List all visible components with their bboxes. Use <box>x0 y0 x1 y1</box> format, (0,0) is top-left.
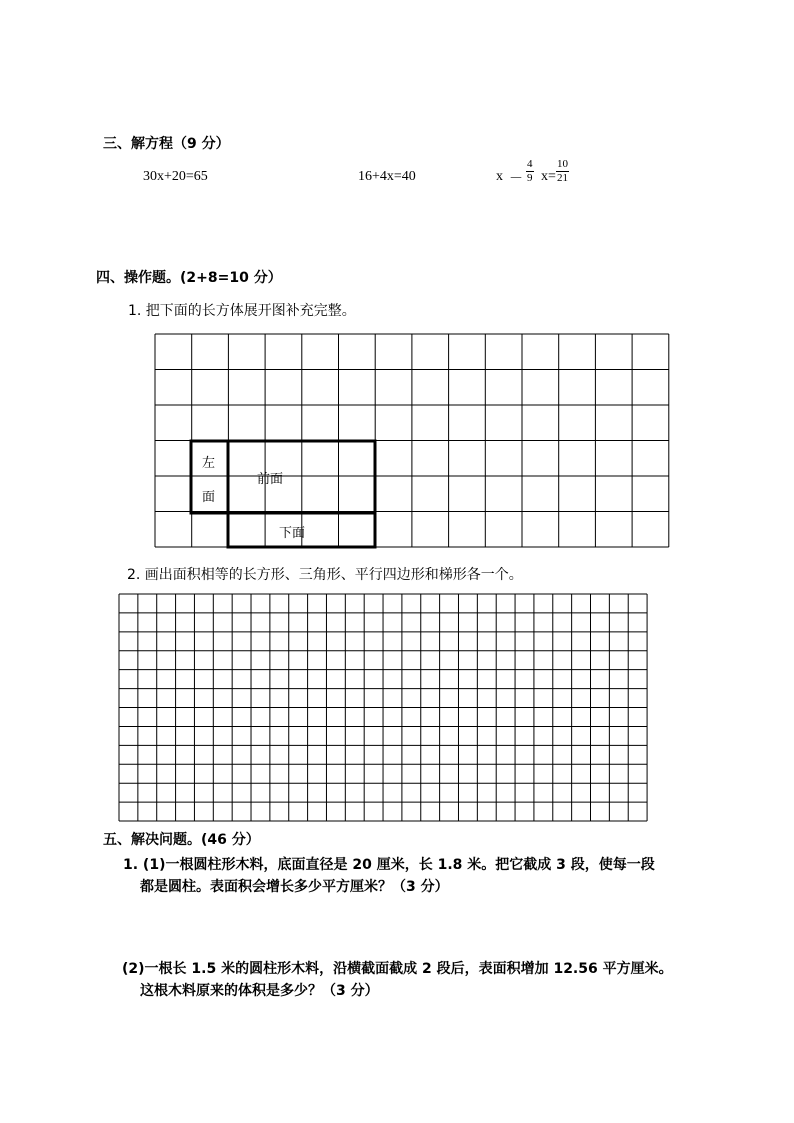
section4-question-1: 1. 把下面的长方体展开图补充完整。 <box>128 303 356 319</box>
eq3-x: x <box>496 169 503 184</box>
net-label-left-bottom: 面 <box>202 490 216 505</box>
section5-q2-line2: 这根木料原来的体积是多少？（3 分） <box>140 983 379 999</box>
eq3-minus: － <box>509 172 523 187</box>
section3-heading: 三、解方程（9 分） <box>103 136 230 152</box>
drawing-grid-lines <box>119 594 647 821</box>
eq3-frac1-numerator: 4 <box>527 158 533 170</box>
section5-q1-line2: 都是圆柱。表面积会增长多少平方厘米？（3 分） <box>140 879 449 895</box>
eq3-frac2-denominator: 21 <box>557 172 568 184</box>
net-label-bottom: 下面 <box>279 526 306 541</box>
equation-1: 30x+20=65 <box>143 169 208 184</box>
section5-heading: 五、解决问题。(46 分） <box>103 832 260 848</box>
eq3-after-frac: x= <box>541 169 556 184</box>
section5-q2-line1: (2)一根长 1.5 米的圆柱形木料，沿横截面截成 2 段后，表面积增加 12.56 平方厘米。 <box>122 961 673 977</box>
section4-question-2: 2. 画出面积相等的长方形、三角形、平行四边形和梯形各一个。 <box>127 567 523 583</box>
net-label-front: 前面 <box>257 472 284 487</box>
equation-2: 16+4x=40 <box>358 169 416 184</box>
section5-q1-line1: 1. (1)一根圆柱形木料，底面直径是 20 厘米，长 1.8 米。把它截成 3 段，使每一段 <box>123 857 655 873</box>
eq3-frac1-denominator: 9 <box>527 172 533 184</box>
eq3-frac2-numerator: 10 <box>557 158 568 170</box>
section4-heading: 四、操作题。(2+8=10 分） <box>96 270 282 286</box>
net-label-left-top: 左 <box>202 456 216 471</box>
